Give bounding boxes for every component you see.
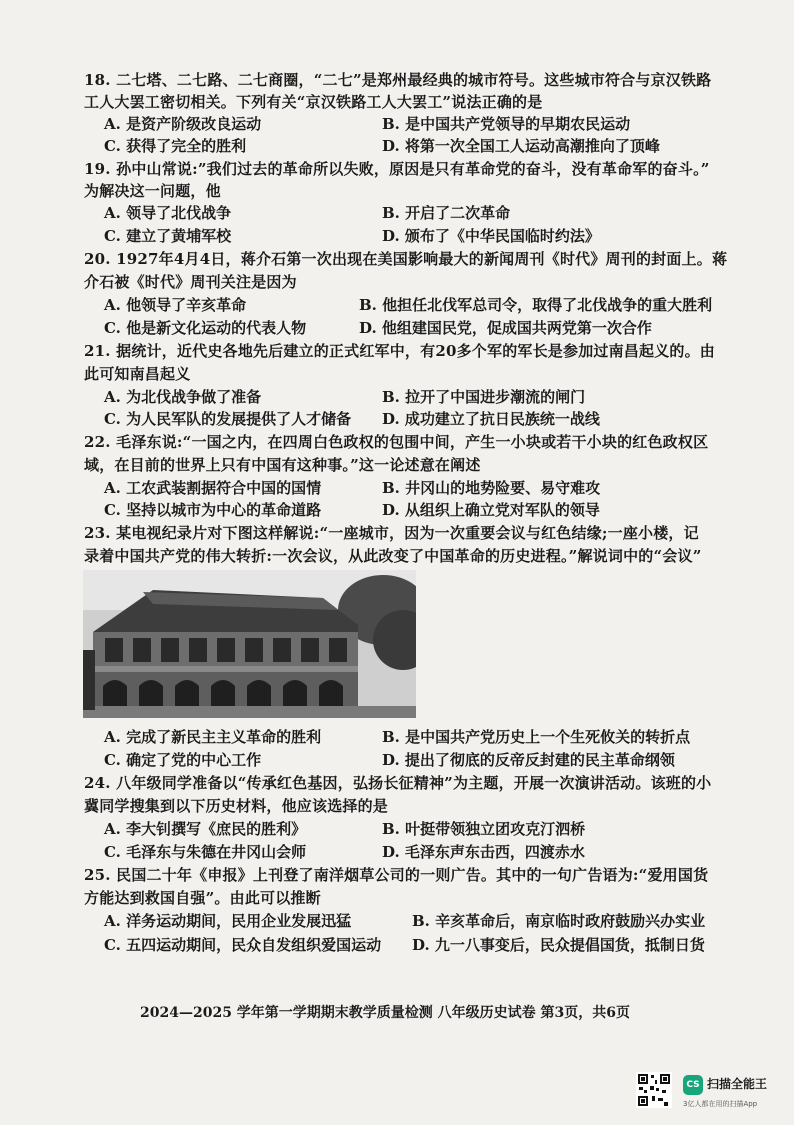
zunyi-conference-building-photo [83,570,416,718]
option-c: C. 确定了党的中心工作 [104,751,262,769]
option-d: D. 他组建国民党，促成国共两党第一次合作 [359,319,652,337]
question-stem: 录着中国共产党的伟大转折:一次会议，从此改变了中国革命的历史进程。”解说词中的“会议” [84,547,702,565]
option-b: B. 拉开了中国进步潮流的闸门 [382,388,586,406]
question-stem: 25. 民国二十年《申报》上刊登了南洋烟草公司的一则广告。其中的一句广告语为:“爱用国货 [84,866,709,884]
option-c: C. 五四运动期间，民众自发组织爱国运动 [104,936,382,954]
question-stem: 冀同学搜集到以下历史材料，他应该选择的是 [84,797,389,815]
option-a: A. 他领导了辛亥革命 [104,296,247,314]
option-c: C. 获得了完全的胜利 [104,137,247,155]
option-a: A. 洋务运动期间，民用企业发展迅猛 [104,912,352,930]
option-b: B. 是中国共产党历史上一个生死攸关的转折点 [382,728,691,746]
question-stem: 介石被《时代》周刊关注是因为 [84,273,297,291]
question-stem: 方能达到救国自强”。由此可以推断 [84,889,321,907]
page-footer: 2024—2025 学年第一学期期末教学质量检测 八年级历史试卷 第3页，共6页 [140,1005,631,1021]
option-a: A. 完成了新民主主义革命的胜利 [104,728,322,746]
question-stem: 此可知南昌起义 [84,365,191,383]
option-b: B. 他担任北伐军总司令，取得了北伐战争的重大胜利 [359,296,713,314]
option-c: C. 为人民军队的发展提供了人才储备 [104,410,352,428]
option-d: D. 提出了彻底的反帝反封建的民主革命纲领 [382,751,675,769]
question-stem: 20. 1927年4月4日，蒋介石第一次出现在美国影响最大的新闻周刊《时代》周刊的封面上。蒋 [84,250,728,268]
option-c: C. 建立了黄埔军校 [104,227,232,245]
question-stem: 19. 孙中山常说:”我们过去的革命所以失败，原因是只有革命党的奋斗，没有革命军的奋斗。” [84,160,710,178]
camscanner-logo-icon: CS [683,1075,703,1095]
option-a: A. 是资产阶级改良运动 [104,115,262,133]
option-b: B. 叶挺带领独立团攻克汀泗桥 [382,820,586,838]
option-b: B. 井冈山的地势险要、易守难攻 [382,479,601,497]
option-d: D. 将第一次全国工人运动高潮推向了顶峰 [382,137,660,155]
option-b: B. 开启了二次革命 [382,204,511,222]
option-a: A. 领导了北伐战争 [104,204,232,222]
option-b: B. 辛亥革命后，南京临时政府鼓励兴办实业 [412,912,706,930]
option-b: B. 是中国共产党领导的早期农民运动 [382,115,631,133]
scanner-app-tagline: 3亿人都在用的扫描App [683,1100,758,1108]
qr-code-icon [636,1072,672,1108]
option-a: A. 工农武装割据符合中国的国情 [104,479,322,497]
question-stem: 22. 毛泽东说:“一国之内，在四周白色政权的包围中间，产生一小块或若干小块的红色政权区 [84,433,709,451]
option-a: A. 李大钊撰写《庶民的胜利》 [104,820,307,838]
building-illustration [83,570,416,718]
option-d: D. 从组织上确立党对军队的领导 [382,501,600,519]
question-stem: 24. 八年级同学准备以“传承红色基因，弘扬长征精神”为主题，开展一次演讲活动。该班的小 [84,774,712,792]
option-c: C. 坚持以城市为中心的革命道路 [104,501,322,519]
question-stem: 21. 据统计，近代史各地先后建立的正式红军中，有20多个军的军长是参加过南昌起义的。由 [84,342,715,360]
question-stem: 18. 二七塔、二七路、二七商圈，“二七”是郑州最经典的城市符号。这些城市符合与京汉铁路 [84,71,712,89]
question-stem: 23. 某电视纪录片对下图这样解说:“一座城市，因为一次重要会议与红色结缘;一座小楼，记 [84,524,699,542]
option-d: D. 九一八事变后，民众提倡国货，抵制日货 [412,936,705,954]
option-d: D. 毛泽东声东击西，四渡赤水 [382,843,585,861]
question-stem: 域，在目前的世界上只有中国有这种事。”这一论述意在阐述 [84,456,481,474]
option-c: C. 他是新文化运动的代表人物 [104,319,307,337]
option-d: D. 颁布了《中华民国临时约法》 [382,227,600,245]
option-a: A. 为北伐战争做了准备 [104,388,262,406]
question-stem: 工人大罢工密切相关。下列有关“京汉铁路工人大罢工”说法正确的是 [84,93,543,111]
question-stem: 为解决这一问题，他 [84,182,221,200]
option-c: C. 毛泽东与朱德在井冈山会师 [104,843,307,861]
option-d: D. 成功建立了抗日民族统一战线 [382,410,600,428]
scanner-app-name: 扫描全能王 [707,1077,768,1091]
